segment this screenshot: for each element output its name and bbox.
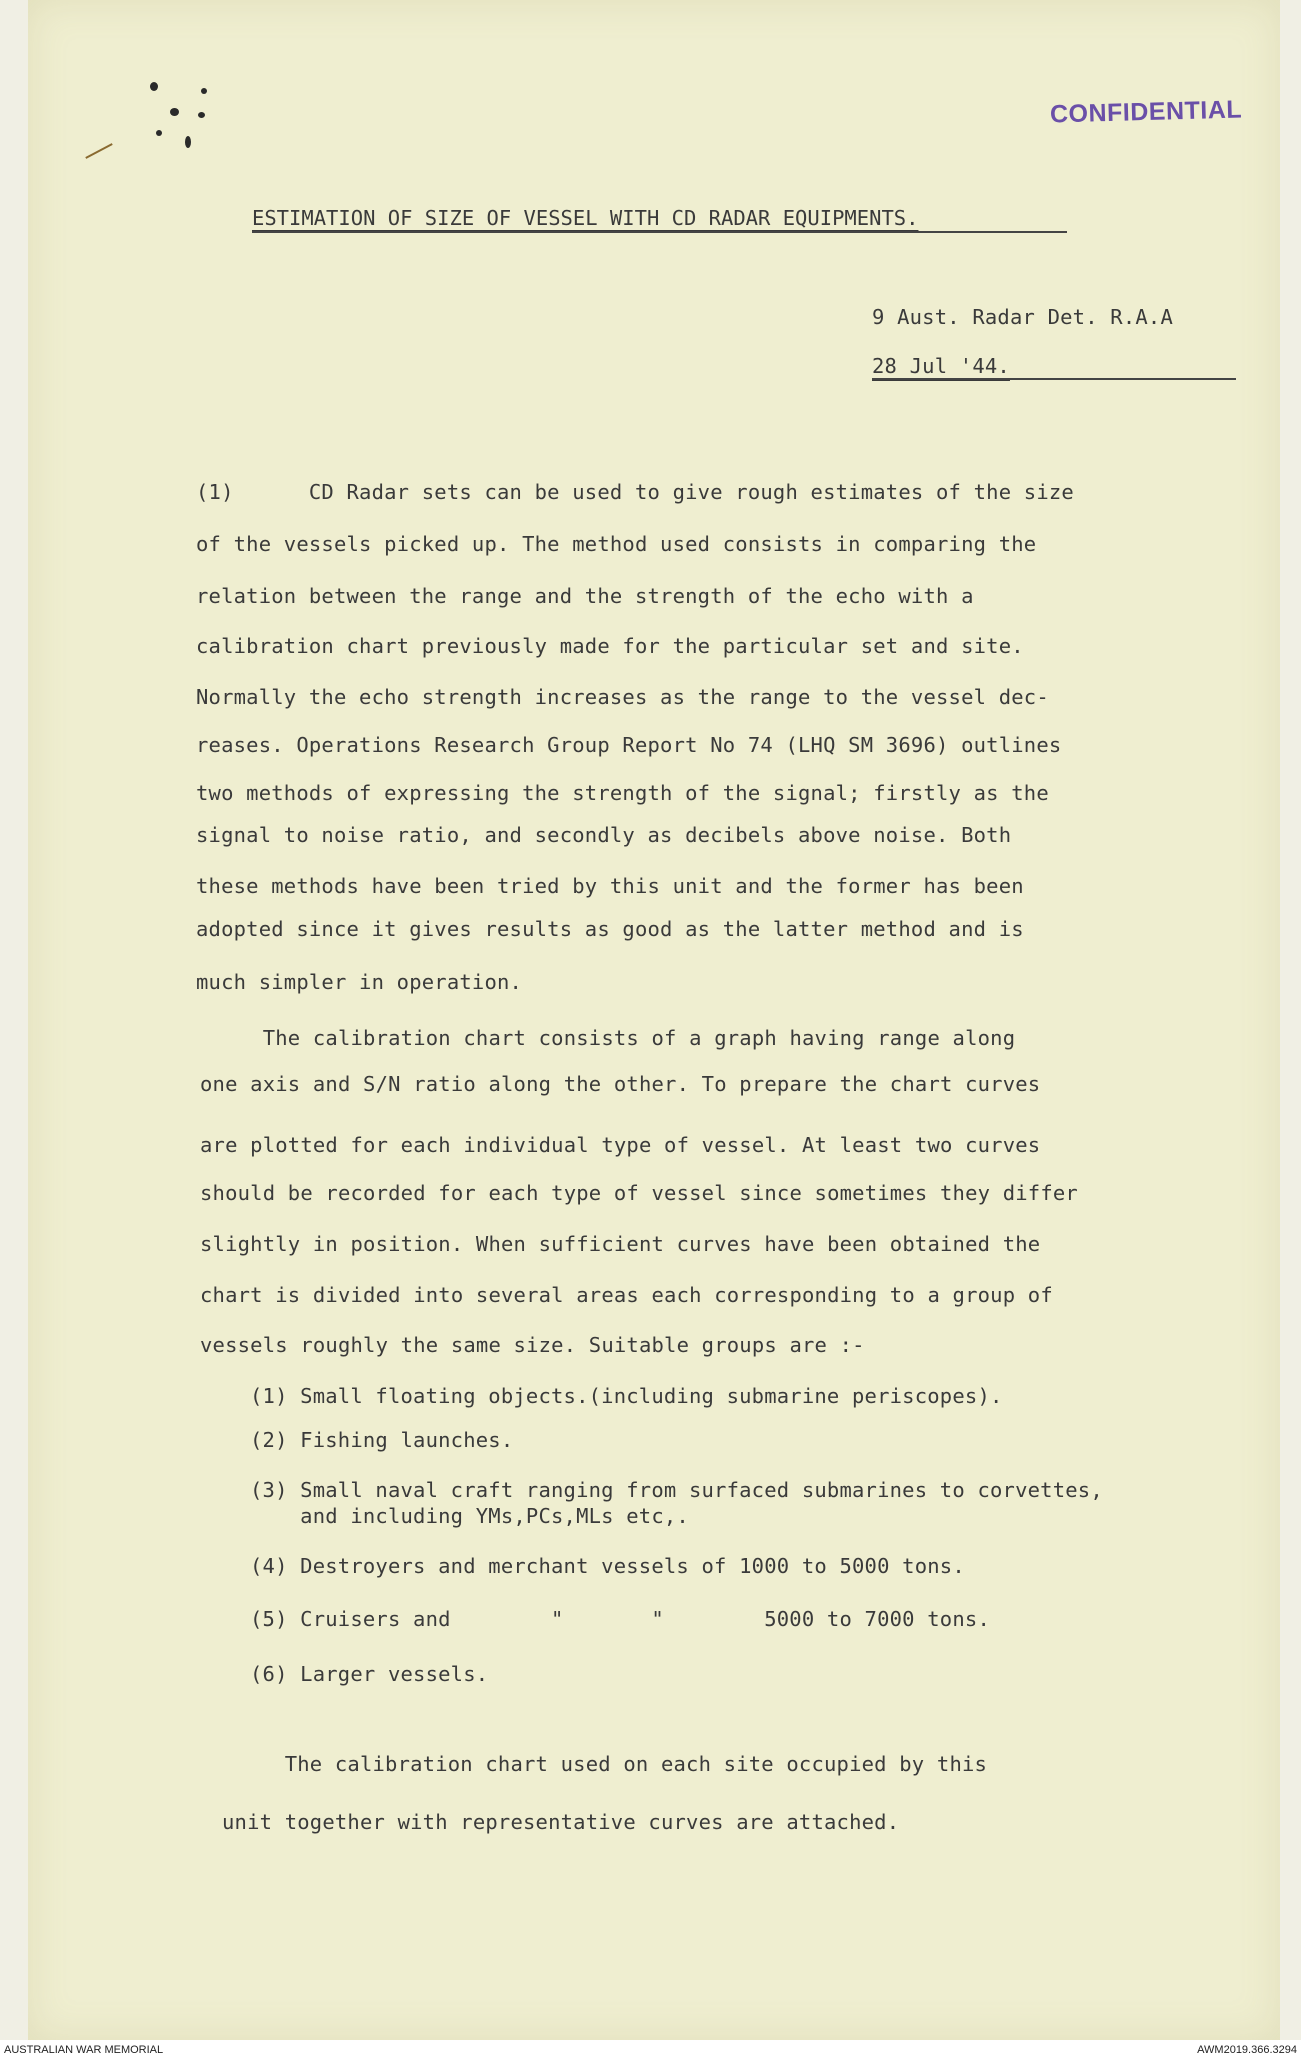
para3-line: unit together with representative curves are attached. bbox=[222, 1810, 900, 1834]
para3-line: The calibration chart used on each site occupied by this bbox=[222, 1752, 988, 1776]
para2-line: chart is divided into several areas each corresponding to a group of bbox=[200, 1283, 1053, 1307]
dateline-rule bbox=[872, 378, 1236, 380]
group-item: (1) Small floating objects.(including submarine periscopes). bbox=[250, 1384, 1003, 1408]
ink-mark bbox=[185, 136, 191, 148]
group-item: (3) Small naval craft ranging from surfaced submarines to corvettes, bbox=[250, 1478, 1103, 1502]
para1-line: of the vessels picked up. The method used consists in comparing the bbox=[196, 532, 1037, 556]
ink-mark bbox=[150, 82, 158, 91]
para1-line: signal to noise ratio, and secondly as decibels above noise. Both bbox=[196, 823, 1012, 847]
confidential-stamp: CONFIDENTIAL bbox=[1049, 95, 1243, 129]
ink-mark bbox=[170, 108, 179, 116]
para2-line: vessels roughly the same size. Suitable groups are :- bbox=[200, 1333, 865, 1357]
para1-line: (1) CD Radar sets can be used to give rough estimates of the size bbox=[196, 480, 1074, 504]
footer-archive-name: AUSTRALIAN WAR MEMORIAL bbox=[4, 2044, 164, 2056]
para1-line: calibration chart previously made for the particular set and site. bbox=[196, 634, 1024, 658]
title-underline bbox=[252, 231, 1067, 233]
para1-line: two methods of expressing the strength of the signal; firstly as the bbox=[196, 781, 1049, 805]
para2-line: one axis and S/N ratio along the other. To prepare the chart curves bbox=[200, 1072, 1041, 1096]
para1-line: reases. Operations Research Group Report No 74 (LHQ SM 3696) outlines bbox=[196, 733, 1062, 757]
para1-line: relation between the range and the strength of the echo with a bbox=[196, 584, 974, 608]
para2-line: slightly in position. When sufficient curves have been obtained the bbox=[200, 1232, 1041, 1256]
ink-mark bbox=[201, 88, 207, 94]
pen-stroke bbox=[85, 143, 112, 159]
para1-line: these methods have been tried by this unit and the former has been bbox=[196, 874, 1024, 898]
unit-line: 9 Aust. Radar Det. R.A.A bbox=[872, 305, 1174, 329]
para1-line: Normally the echo strength increases as the range to the vessel dec- bbox=[196, 685, 1049, 709]
document-title: ESTIMATION OF SIZE OF VESSEL WITH CD RADAR EQUIPMENTS. bbox=[252, 206, 919, 230]
para1-line: adopted since it gives results as good as the latter method and is bbox=[196, 917, 1024, 941]
ink-mark bbox=[156, 130, 162, 136]
ink-mark bbox=[198, 112, 205, 118]
para1-line: much simpler in operation. bbox=[196, 970, 523, 994]
para2-line: are plotted for each individual type of vessel. At least two curves bbox=[200, 1133, 1041, 1157]
group-item: (2) Fishing launches. bbox=[250, 1428, 514, 1452]
group-item: and including YMs,PCs,MLs etc,. bbox=[250, 1504, 689, 1528]
archive-footer bbox=[0, 2040, 1301, 2061]
group-item: (4) Destroyers and merchant vessels of 1000 to 5000 tons. bbox=[250, 1554, 965, 1578]
para2-line: The calibration chart consists of a graph having range along bbox=[200, 1026, 1016, 1050]
footer-item-id: AWM2019.366.3294 bbox=[1197, 2044, 1297, 2056]
para2-line: should be recorded for each type of vessel since sometimes they differ bbox=[200, 1181, 1078, 1205]
group-item: (6) Larger vessels. bbox=[250, 1662, 489, 1686]
group-item: (5) Cruisers and " " 5000 to 7000 tons. bbox=[250, 1607, 990, 1631]
date-line: 28 Jul '44. bbox=[872, 354, 1010, 378]
